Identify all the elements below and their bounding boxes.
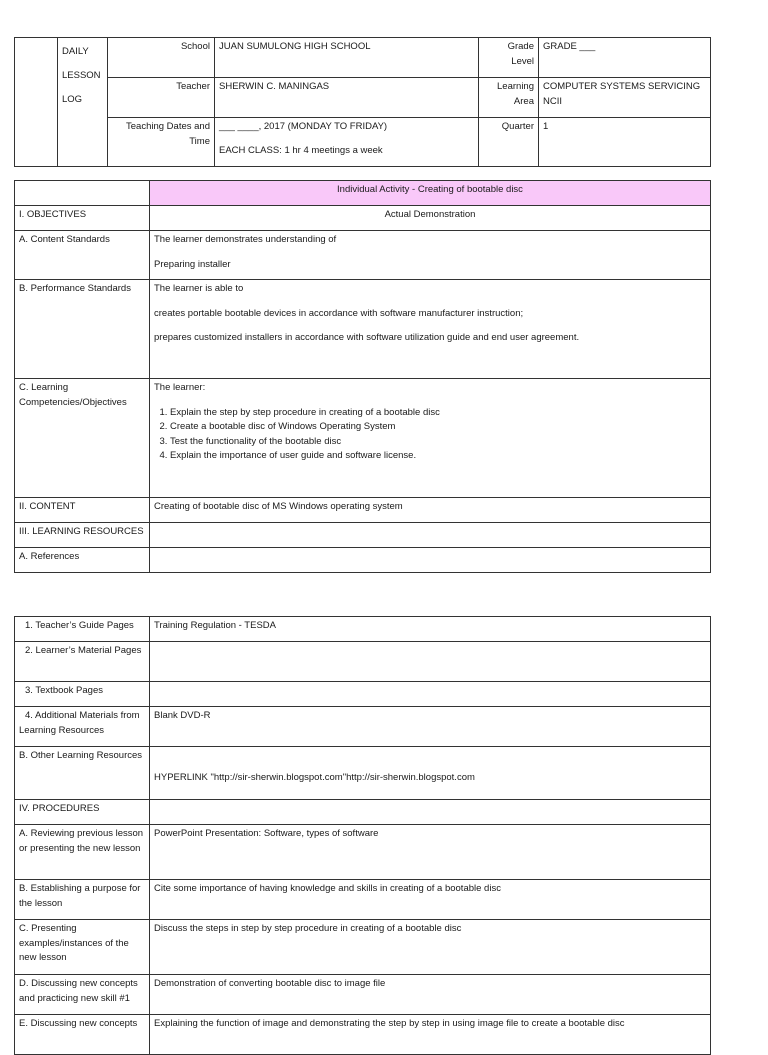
teacher-value: SHERWIN C. MANINGAS [215, 78, 479, 118]
teachers-guide-value: Training Regulation - TESDA [150, 617, 711, 642]
competency-item: 4. Explain the importance of user guide and software license. [170, 449, 706, 464]
dll-line-lesson: LESSON [62, 70, 101, 81]
procedure-c-label: C. Presenting examples/instances of the new lesson [15, 920, 150, 975]
teaching-dates-label: Teaching Dates and Time [108, 118, 215, 167]
references-label: A. References [15, 548, 150, 573]
procedures-label: IV. PROCEDURES [15, 800, 150, 825]
textbook-pages-label: 3. Textbook Pages [15, 682, 150, 707]
procedure-d-value: Demonstration of converting bootable disc to image file [150, 975, 711, 1015]
procedures-table [14, 616, 711, 1055]
teacher-label: Teacher [108, 78, 215, 118]
competencies-value [150, 379, 711, 498]
procedure-e-label: E. Discussing new concepts [15, 1015, 150, 1055]
teaching-dates-value [215, 118, 479, 167]
procedure-e-value: Explaining the function of image and demonstrating the step by step in using image file to create a bootable disc [150, 1015, 711, 1055]
references-value [150, 548, 711, 573]
content-standards-value [150, 231, 711, 280]
objectives-label: I. OBJECTIVES [15, 206, 150, 231]
performance-standards-line-1: The learner is able to [154, 283, 244, 294]
procedure-b-value: Cite some importance of having knowledge and skills in creating of a bootable disc [150, 880, 711, 920]
quarter-label: Quarter [479, 118, 539, 167]
performance-standards-line-2: creates portable bootable devices in accordance with software manufacturer instruction; [154, 307, 524, 319]
learning-resources-label: III. LEARNING RESOURCES [15, 523, 150, 548]
grade-level-label: Grade Level [479, 38, 539, 78]
learners-material-value [150, 642, 711, 682]
teaching-dates-line-1: ___ ____, 2017 (MONDAY TO FRIDAY) [219, 121, 388, 132]
school-value: JUAN SUMULONG HIGH SCHOOL [215, 38, 479, 78]
competency-item: 1. Explain the step by step procedure in creating of a bootable disc [170, 406, 706, 421]
performance-standards-line-3: prepares customized installers in accordance with software utilization guide and end user agreement. [154, 332, 580, 343]
activity-blank-cell [15, 181, 150, 206]
learning-area-value [539, 78, 711, 118]
procedure-c-value: Discuss the steps in step by step procedure in creating of a bootable disc [150, 920, 711, 975]
learning-area-line-1: COMPUTER SYSTEMS SERVICING [543, 81, 701, 92]
learning-area-label: Learning Area [479, 78, 539, 118]
competencies-label: C. Learning Competencies/Objectives [15, 379, 150, 498]
other-resources-label: B. Other Learning Resources [15, 747, 150, 800]
competency-item: 2. Create a bootable disc of Windows Operating System [170, 420, 706, 435]
textbook-pages-value [150, 682, 711, 707]
content-label: II. CONTENT [15, 498, 150, 523]
procedure-a-label: A. Reviewing previous lesson or presenting the new lesson [15, 825, 150, 880]
additional-materials-value: Blank DVD-R [150, 707, 711, 747]
daily-lesson-log-cell [58, 38, 108, 167]
content-standards-line-1: The learner demonstrates understanding of [154, 234, 337, 245]
objectives-value: Actual Demonstration [150, 206, 711, 231]
performance-standards-value [150, 280, 711, 379]
procedure-a-value: PowerPoint Presentation: Software, types of software [150, 825, 711, 880]
learning-resources-value [150, 523, 711, 548]
competencies-intro: The learner: [154, 382, 206, 393]
content-value: Creating of bootable disc of MS Windows operating system [150, 498, 711, 523]
activity-title: Individual Activity - Creating of bootable disc [150, 181, 711, 206]
learning-area-line-2: NCII [543, 95, 562, 107]
content-standards-line-2: Preparing installer [154, 258, 231, 270]
other-resources-link[interactable]: HYPERLINK "http://sir-sherwin.blogspot.com"http://sir-sherwin.blogspot.com [154, 772, 475, 783]
competencies-list [154, 406, 706, 464]
procedure-d-label: D. Discussing new concepts and practicing new skill #1 [15, 975, 150, 1015]
procedure-b-label: B. Establishing a purpose for the lesson [15, 880, 150, 920]
procedures-value [150, 800, 711, 825]
learners-material-label: 2. Learner’s Material Pages [15, 642, 150, 682]
header-blank-cell [15, 38, 58, 167]
school-label: School [108, 38, 215, 78]
dll-line-daily: DAILY [62, 46, 89, 57]
competency-item: 3. Test the functionality of the bootable disc [170, 435, 706, 450]
content-standards-label: A. Content Standards [15, 231, 150, 280]
performance-standards-label: B. Performance Standards [15, 280, 150, 379]
quarter-value: 1 [539, 118, 711, 167]
teachers-guide-label: 1. Teacher’s Guide Pages [15, 617, 150, 642]
header-table [14, 37, 711, 167]
teaching-dates-line-2: EACH CLASS: 1 hr 4 meetings a week [219, 144, 383, 156]
other-resources-value [150, 747, 711, 800]
lesson-plan-table [14, 180, 711, 573]
dll-line-log: LOG [62, 94, 83, 105]
additional-materials-label: 4. Additional Materials from Learning Resources [15, 707, 150, 747]
grade-level-value: GRADE ___ [539, 38, 711, 78]
